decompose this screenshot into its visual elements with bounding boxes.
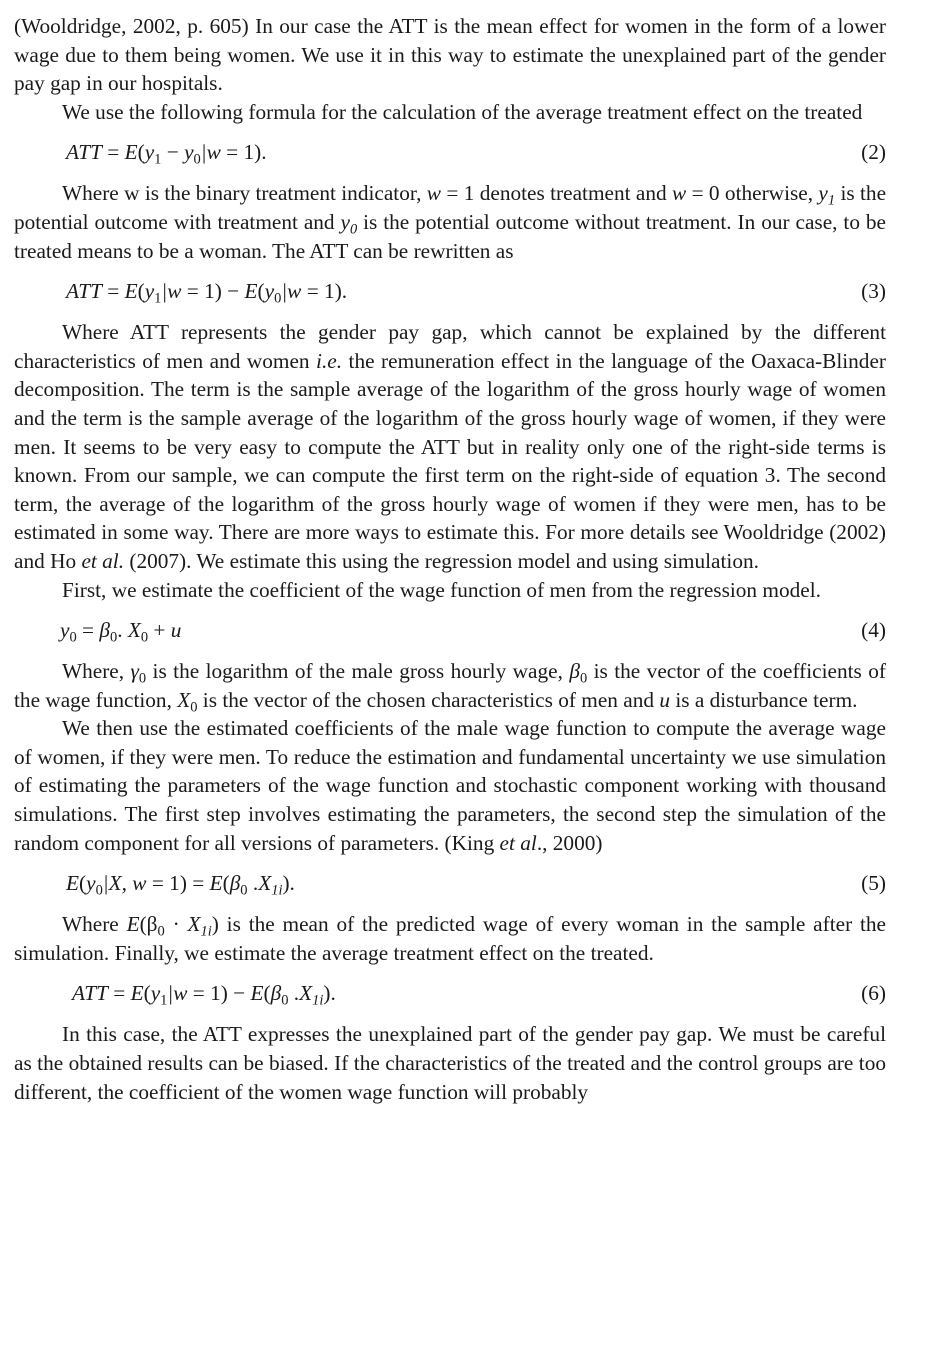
eq4-beta: β <box>99 618 110 643</box>
eq2-y0-sub: 0 <box>193 152 201 168</box>
p3-y1-sub: 1 <box>827 193 836 209</box>
p4-text-c: (2007). We estimate this using the regression model and using simulation. <box>124 548 759 573</box>
equation-4-formula <box>60 616 181 645</box>
eq2-y1-sub: 1 <box>154 152 162 168</box>
p3-w1: w <box>426 181 442 206</box>
paragraph-1: (Wooldridge, 2002, p. 605) In our case the ATT is the mean effect for women in the form of a lower wage due to them being women. We use it in this way to estimate the unexplained part of the gender pay gap in our hospitals. <box>14 14 886 96</box>
eq4-X-sub: 0 <box>140 629 149 646</box>
p6-gamma-sub: 0 <box>138 670 147 687</box>
equation-2-number: (2) <box>861 140 886 165</box>
p6-beta-sub: 0 <box>579 670 588 687</box>
p7-text-b: ., 2000) <box>536 830 603 855</box>
equation-5-number: (5) <box>861 871 886 896</box>
p8-text-a: Where <box>62 912 127 937</box>
eq5-X-sub: 1i <box>271 882 283 899</box>
eq3-minus: − <box>221 279 245 304</box>
paragraph-2: We use the following formula for the calculation of the average treatment effect on the treated <box>62 99 863 124</box>
equation-2-formula <box>66 138 267 167</box>
eq3-y1-sub: 1 <box>154 290 162 307</box>
eq5-tail-1: = 1) = <box>146 871 210 896</box>
eq3-paren-2: ( <box>257 279 265 304</box>
paragraph-4 <box>14 318 886 575</box>
eq2-att: ATT <box>66 140 102 165</box>
eq5-tail-2: ). <box>282 871 295 896</box>
eq5-y: y <box>86 871 96 896</box>
p6-beta: β <box>569 659 580 684</box>
p6-u: u <box>659 687 670 712</box>
equation-2 <box>14 138 886 168</box>
eq6-X-sub: 1i <box>312 993 324 1010</box>
paragraph-8 <box>14 910 886 967</box>
equation-3-number: (3) <box>861 279 886 304</box>
eq6-att: ATT <box>72 981 108 1006</box>
eq4-plus: + <box>148 618 171 643</box>
eq6-tail-2: ). <box>323 981 336 1006</box>
equation-5 <box>14 869 886 899</box>
p8-X: X <box>187 912 201 937</box>
eq6-beta-sub: 0 <box>281 993 289 1010</box>
paragraph-7 <box>14 714 886 857</box>
p8-text-b: ) is the mean of the predicted wage of every woman in the sample after the simulation. Finally, we estimate the average treatment effect on the treated. <box>14 912 886 965</box>
eq2-equals: = <box>101 140 125 165</box>
p8-E: E <box>126 912 140 937</box>
p6-text-d: is the vector of the chosen characteristics of men and <box>197 687 660 712</box>
p6-X-sub: 0 <box>190 699 198 716</box>
eq4-beta-sub: 0 <box>109 629 118 646</box>
paragraph-5: First, we estimate the coefficient of the wage function of men from the regression model. <box>62 577 821 602</box>
p3-y0-sub: 0 <box>349 221 358 238</box>
p6-text-a: Where, <box>62 659 131 684</box>
eq5-X: X <box>258 871 272 896</box>
eq5-y-sub: 0 <box>95 882 103 899</box>
paragraph-6 <box>14 657 886 714</box>
p8-open-beta: (β <box>139 912 158 937</box>
eq3-paren-1: ( <box>137 279 145 304</box>
eq3-y0: y <box>264 279 275 304</box>
eq4-equals: = <box>76 618 100 643</box>
p3-text-d: is the potential outcome with treatment and <box>14 181 887 234</box>
paper-page <box>14 12 886 1106</box>
eq5-E1: E <box>66 871 80 896</box>
eq6-y1: y <box>150 981 161 1006</box>
eq2-condition: |w <box>200 140 221 165</box>
paragraph-9: In this case, the ATT expresses the unexplained part of the gender pay gap. We must be careful as the obtained results can be biased. If the characteristics of the treated and the control groups are too different, the coefficient of the women wage function will probably <box>14 1022 886 1104</box>
eq3-y1: y <box>144 279 155 304</box>
equation-6-formula <box>72 979 336 1008</box>
eq3-condition-2: |w <box>281 279 302 304</box>
eq5-beta: β <box>229 871 241 896</box>
eq2-paren: ( <box>137 140 145 165</box>
eq6-paren-1: ( <box>143 981 151 1006</box>
p8-beta-sub: 0 <box>157 923 165 940</box>
eq4-X: X <box>127 618 141 643</box>
eq5-paren-1: ( <box>79 871 87 896</box>
eq3-condition-1: |w <box>161 279 182 304</box>
p7-text-a: We then use the estimated coefficients of the male wage function to compute the average wage of women, if they were men. To reduce the estimation and fundamental uncertainty we use simulation of estimating the parameters of the wage function and stochastic component working with thousand simulations. The first step involves estimating the parameters, the second step the simulation of the random component for all versions of parameters. (King <box>14 716 886 855</box>
eq5-condition: |X, w <box>102 871 147 896</box>
eq2-E: E <box>124 140 138 165</box>
p3-text-b: = 1 denotes treatment and <box>441 181 672 206</box>
eq6-tail-1: = 1) − <box>187 981 251 1006</box>
eq4-u: u <box>170 618 182 643</box>
eq6-condition: |w <box>167 981 188 1006</box>
eq5-E2: E <box>209 871 223 896</box>
p6-text-c: is the vector of the coefficients of the wage function, <box>14 659 886 712</box>
eq4-y-sub: 0 <box>69 629 77 646</box>
eq6-paren-2: ( <box>263 981 271 1006</box>
p6-text-e: is a disturbance term. <box>670 687 858 712</box>
eq6-equals: = <box>107 981 131 1006</box>
eq6-E1: E <box>130 981 144 1006</box>
equation-4 <box>14 616 886 646</box>
p3-text-c: = 0 otherwise, <box>686 181 819 206</box>
p6-gamma: γ <box>130 659 139 684</box>
p4-text-a: Where ATT represents the gender pay gap, which cannot be explained by the different characteristics of men and women <box>14 320 886 373</box>
eq2-y0: y <box>184 140 194 165</box>
eq3-y0-sub: 0 <box>274 290 282 307</box>
eq4-y: y <box>60 618 70 643</box>
eq3-equals: = <box>101 279 125 304</box>
eq2-y1: y <box>144 140 155 165</box>
eq3-E1: E <box>124 279 138 304</box>
equation-3-formula <box>66 277 347 306</box>
p3-w2: w <box>672 181 687 206</box>
equation-4-number: (4) <box>861 618 886 643</box>
p6-X: X <box>177 687 191 712</box>
equation-5-formula <box>66 869 295 898</box>
eq4-dot: . <box>117 618 128 643</box>
p6-text-b: is the logarithm of the male gross hourly wage, <box>146 659 570 684</box>
eq3-tail-1: = 1) <box>181 279 222 304</box>
equation-6-number: (6) <box>861 981 886 1006</box>
p4-ie: i.e. <box>316 348 343 373</box>
p4-et-al: et al. <box>81 548 125 573</box>
p3-y1: y <box>818 181 828 206</box>
p8-X-sub: 1i <box>200 923 212 940</box>
eq5-dot: . <box>247 871 259 896</box>
eq6-X: X <box>299 981 313 1006</box>
eq2-tail: = 1). <box>220 140 267 165</box>
eq6-dot: . <box>288 981 300 1006</box>
eq6-beta: β <box>270 981 282 1006</box>
p8-dot: · <box>164 912 188 937</box>
eq3-E2: E <box>244 279 258 304</box>
p7-et-al: et al <box>499 830 537 855</box>
equation-6 <box>14 979 886 1009</box>
p3-text-a: Where w is the binary treatment indicator, <box>62 181 427 206</box>
eq3-att: ATT <box>66 279 102 304</box>
eq5-paren-2: ( <box>222 871 230 896</box>
eq2-minus: − <box>161 140 185 165</box>
p4-text-b: the remuneration effect in the language of the Oaxaca-Blinder decomposition. The term is the sample average of the logarithm of the gross hourly wage of women and the term is the sample average of the logarithm of the gross hourly wage of women, if they were men. It seems to be very easy to compute the ATT but in reality only one of the right-side terms is known. From our sample, we can compute the first term on the right-side of equation 3. The second term, the average of the logarithm of the gross hourly wage of women if they were men, has to be estimated in some way. There are more ways to estimate this. For more details see Wooldridge (2002) and Ho <box>14 348 886 573</box>
eq3-tail-2: = 1). <box>301 279 348 304</box>
equation-3 <box>14 277 886 307</box>
eq6-E2: E <box>250 981 264 1006</box>
paragraph-3 <box>14 179 886 265</box>
eq6-y1-sub: 1 <box>160 993 168 1010</box>
p3-y0: y <box>340 209 350 234</box>
p3-text-e: is the potential outcome without treatment. In our case, to be treated means to be a woman. The ATT can be rewritten as <box>14 209 886 263</box>
eq5-beta-sub: 0 <box>240 882 248 899</box>
